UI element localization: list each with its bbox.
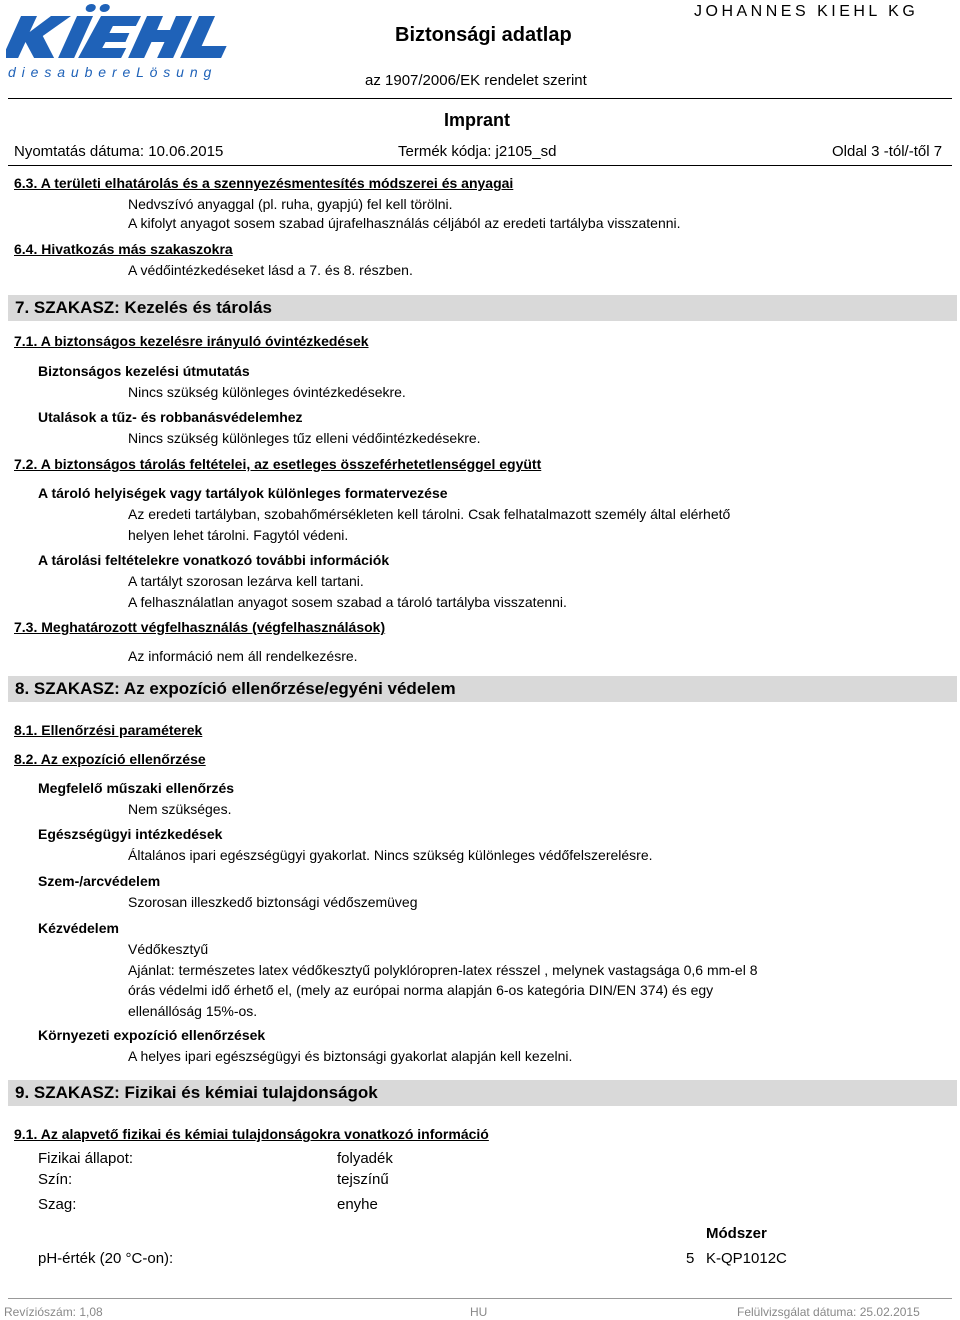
section-7-3-heading: 7.3. Meghatározott végfelhasználás (végfelhasználások)	[14, 619, 386, 635]
section-6-3-line2: A kifolyt anyagot sosem szabad újrafelhasználás céljából az eredeti tartályba visszatenni.	[128, 215, 681, 231]
section-6-3-heading: 6.3. A területi elhatárolás és a szennyezésmentesítés módszerei és anyagai	[14, 175, 514, 191]
document-title: Biztonsági adatlap	[395, 24, 572, 46]
engineering-controls-text: Nem szükséges.	[128, 801, 232, 817]
logo-tagline: d i e s a u b e r e L ö s u n g	[8, 64, 213, 80]
subheading-hygiene: Egészségügyi intézkedések	[38, 826, 223, 842]
section-8-title: 8. SZAKASZ: Az expozíció ellenőrzése/egyéni védelem	[15, 679, 456, 698]
safe-handling-text: Nincs szükség különleges óvintézkedésekre.	[128, 384, 406, 400]
section-7-band	[8, 295, 957, 321]
company-name: JOHANNES KIEHL KG	[694, 3, 919, 20]
header-rule-bottom	[8, 165, 952, 166]
hand-protection-line4: ellenállóság 15%-os.	[128, 1003, 258, 1019]
subheading-storage-info: A tárolási feltételekre vonatkozó további információk	[38, 552, 390, 568]
subheading-storage-design: A tároló helyiségek vagy tartályok különleges formatervezése	[38, 485, 448, 501]
product-name: Imprant	[444, 110, 511, 130]
page-info: Oldal 3 -tól/-től 7	[832, 143, 943, 160]
footer-rule	[8, 1298, 952, 1299]
section-6-4-line1: A védőintézkedéseket lásd a 7. és 8. részben.	[128, 262, 413, 278]
property-value: folyadék	[337, 1150, 393, 1167]
storage-info-line1: A tartályt szorosan lezárva kell tartani.	[128, 573, 364, 589]
section-6-3-line1: Nedvszívó anyaggal (pl. ruha, gyapjú) fel kell törölni.	[128, 196, 453, 212]
subheading-safe-handling: Biztonságos kezelési útmutatás	[38, 363, 250, 379]
subheading-fire-protection: Utalások a tűz- és robbanásvédelemhez	[38, 409, 303, 425]
print-date: Nyomtatás dátuma: 10.06.2015	[14, 143, 224, 160]
header-rule-top	[8, 98, 952, 99]
section-8-1-heading: 8.1. Ellenőrzési paraméterek	[14, 722, 203, 738]
property-label: Szag:	[38, 1196, 77, 1213]
section-8-2-heading: 8.2. Az expozíció ellenőrzése	[14, 751, 206, 767]
subheading-hand-protection: Kézvédelem	[38, 920, 119, 936]
storage-design-line2: helyen lehet tárolni. Fagytól védeni.	[128, 527, 349, 543]
fire-protection-text: Nincs szükség különleges tűz elleni védőintézkedésekre.	[128, 430, 481, 446]
logo	[6, 2, 231, 82]
section-8-band	[8, 676, 957, 702]
subheading-engineering-controls: Megfelelő műszaki ellenőrzés	[38, 780, 235, 796]
section-7-3-text: Az információ nem áll rendelkezésre.	[128, 648, 358, 664]
section-7-2-heading: 7.2. A biztonságos tárolás feltételei, az esetleges összeférhetetlenséggel együtt	[14, 456, 542, 472]
section-7-1-heading: 7.1. A biztonságos kezelésre irányuló óvintézkedések	[14, 333, 369, 349]
review-date: Felülvizsgálat dátuma: 25.02.2015	[737, 1305, 920, 1319]
property-value: tejszínű	[337, 1171, 389, 1188]
ph-method: K-QP1012C	[706, 1250, 787, 1267]
storage-design-line1: Az eredeti tartályban, szobahőmérsékleten kell tárolni. Csak felhatalmazott személy által elérhető	[128, 506, 731, 522]
property-label: Fizikai állapot:	[38, 1150, 134, 1167]
product-code: Termék kódja: j2105_sd	[398, 143, 557, 160]
eye-protection-text: Szorosan illeszkedő biztonsági védőszemüveg	[128, 894, 418, 910]
hygiene-text: Általános ipari egészségügyi gyakorlat. Nincs szükség különleges védőfelszerelésre.	[128, 847, 653, 863]
section-7-title: 7. SZAKASZ: Kezelés és tárolás	[15, 298, 272, 317]
environmental-text: A helyes ipari egészségügyi és biztonsági gyakorlat alapján kell kezelni.	[128, 1048, 573, 1064]
section-9-band	[8, 1080, 957, 1106]
subheading-environmental: Környezeti expozíció ellenőrzések	[38, 1027, 266, 1043]
method-column-header: Módszer	[706, 1225, 767, 1242]
regulation-text: az 1907/2006/EK rendelet szerint	[365, 72, 587, 89]
logo-graphic	[6, 2, 231, 64]
storage-info-line2: A felhasználatlan anyagot sosem szabad a tároló tartályba visszatenni.	[128, 594, 567, 610]
revision-number: Revíziószám: 1,08	[4, 1305, 103, 1319]
language-code: HU	[470, 1305, 488, 1319]
hand-protection-line1: Védőkesztyű	[128, 941, 209, 957]
hand-protection-line3: órás védelmi idő érhető el, (mely az európai norma alapján 6-os kategória DIN/EN 374) és egy	[128, 982, 714, 998]
property-label: Szín:	[38, 1171, 73, 1188]
section-9-1-heading: 9.1. Az alapvető fizikai és kémiai tulajdonságokra vonatkozó információ	[14, 1126, 489, 1142]
section-6-4-heading: 6.4. Hivatkozás más szakaszokra	[14, 241, 233, 257]
subheading-eye-protection: Szem-/arcvédelem	[38, 873, 161, 889]
ph-value: 5	[686, 1250, 695, 1267]
ph-label: pH-érték (20 °C-on):	[38, 1250, 174, 1267]
section-9-title: 9. SZAKASZ: Fizikai és kémiai tulajdonságok	[15, 1083, 378, 1102]
property-value: enyhe	[337, 1196, 378, 1213]
hand-protection-line2: Ajánlat: természetes latex védőkesztyű polyklóropren-latex résszel , melynek vastagsága 0,6 mm-el 8	[128, 962, 758, 978]
